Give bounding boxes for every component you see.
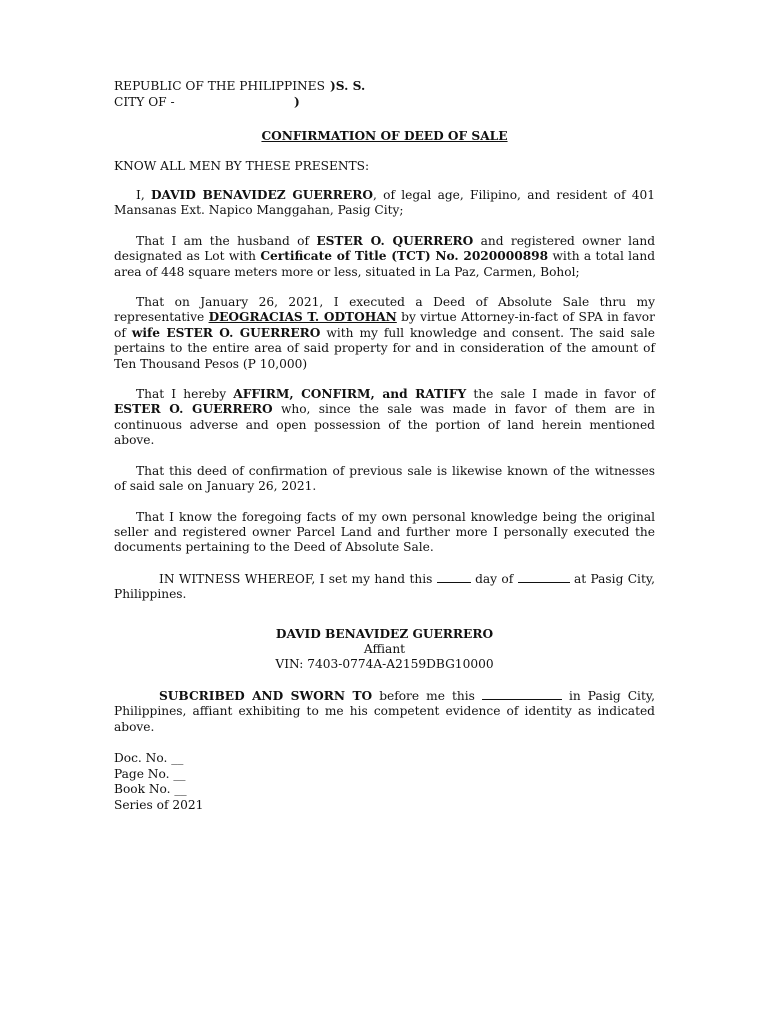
paragraph-witnesses: That this deed of confirmation of previous sale is likewise known of the witnesses of said sale on January 26, 2021. [114,463,655,494]
p3-wife-name: wife ESTER O. GUERRERO [131,325,321,340]
paragraph-in-witness [114,571,655,603]
p2-text-a: That I am the husband of [136,233,317,248]
witness-text-a: IN WITNESS WHEREOF, I set my hand this [159,571,437,586]
paragraph-affirm [114,387,655,449]
p3-text-c: with my full knowledge and consent. The said sale pertains to the entire area of said property for and in consideration of the amount of Ten Thousand Pesos (P 10,000) [114,325,655,371]
paragraph-affiant [114,188,655,219]
header-ss: )S. S. [330,79,366,93]
document-title: CONFIRMATION OF DEED OF SALE [261,129,508,143]
witness-text-c: at Pasig City, Philippines. [114,571,655,602]
day-blank [437,571,471,583]
p2-text-b: and registered owner land designated as Lot with [114,233,655,264]
sworn-text-b: in Pasig City, Philippines, affiant exhibiting to me his competent evidence of identity as indicated above. [114,688,655,734]
paragraph-sworn [114,688,655,735]
header-city-line [114,94,655,110]
p3-text-a: That on January 26, 2021, I executed a Deed of Absolute Sale thru my representative [114,295,655,325]
witness-text-b: day of [470,571,518,586]
header-city: CITY OF - [114,95,175,109]
header-republic-line [114,78,655,94]
signature-vin: VIN: 7403-0774A-A2159DBG10000 [275,657,494,672]
header-city-paren: ) [294,95,300,109]
p4-text-b: the sale I made in favor of [466,387,656,402]
signature-block [114,627,655,673]
notary-block [114,751,655,813]
header-republic: REPUBLIC OF THE PHILIPPINES [114,79,325,93]
p4-text-a: That I hereby [136,387,234,402]
p3-representative: DEOGRACIAS T. ODTOHAN [208,310,397,325]
p2-wife-name: ESTER O. QUERRERO [316,233,474,248]
document-body [114,78,655,813]
paragraph-knowledge: That I know the foregoing facts of my own personal knowledge being the original seller and registered owner Parcel Land and further more I personally executed the documents pertaining to the Deed of Absolute Sale. [114,509,655,555]
paragraph-husband [114,234,655,280]
signature-role: Affiant [363,641,406,656]
notary-doc-no: Doc. No. __ [114,750,184,765]
p2-title-number: Certificate of Title (TCT) No. 2020000898 [260,249,549,264]
month-blank [518,571,570,583]
paragraph-deed-executed [114,295,655,372]
p1-text-b: , of legal age, Filipino, and resident of 401 Mansanas Ext. Napico Manggahan, Pasig City; [114,188,655,218]
signature-name: DAVID BENAVIDEZ GUERRERO [275,626,494,641]
affiant-name: DAVID BENAVIDEZ GUERRERO [150,188,373,202]
notary-series: Series of 2021 [114,797,204,812]
notary-book-no: Book No. __ [114,782,187,797]
sworn-date-blank [482,688,562,700]
intro-line: KNOW ALL MEN BY THESE PRESENTS: [114,159,370,173]
p4-affirm: AFFIRM, CONFIRM, and RATIFY [233,387,467,402]
p4-text-c: who, since the sale was made in favor of them are in continuous adverse and open possession of the portion of land herein mentioned above. [114,402,656,448]
p2-text-c: with a total land area of 448 square meters more or less, situated in La Paz, Carmen, Bohol; [114,249,656,279]
p4-wife-name: ESTER O. GUERRERO [114,402,273,417]
notary-page-no: Page No. __ [114,766,186,781]
sworn-text-a: before me this [372,688,482,703]
sworn-heading: SUBCRIBED AND SWORN TO [159,688,373,703]
p1-text-a: I, [136,188,151,202]
p3-text-b: by virtue Attorney-in-fact of SPA in favor of [114,310,655,340]
